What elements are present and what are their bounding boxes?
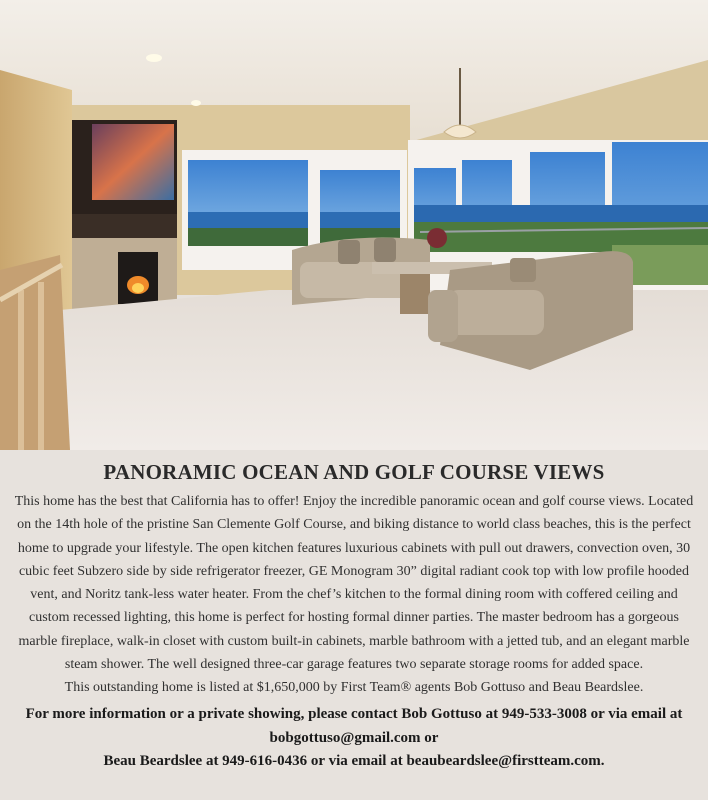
contact-line-2: Beau Beardslee at 949-616-0436 or via email at beaubeardslee@firstteam.com. xyxy=(103,753,605,770)
listing-price-line: This outstanding home is listed at $1,650,000 by First Team® agents Bob Gottuso and Beau Beardslee. xyxy=(64,680,644,696)
contact-line-1: For more information or a private showing, please contact Bob Gottuso at 949-533-3008 or via email at bobgottuso@gmail.com or xyxy=(25,706,683,746)
contact-info xyxy=(10,703,698,774)
article-text xyxy=(0,450,708,800)
headline: PANORAMIC OCEAN AND GOLF COURSE VIEWS xyxy=(103,460,605,484)
description-paragraph: This home has the best that California has to offer! Enjoy the incredible panoramic ocean and golf course views. Located on the 14th hole of the pristine San Clemente Golf Course, and biking distance to world class beaches, this is the perfect home to upgrade your lifestyle. The open kitchen features luxurious cabinets with pull out drawers, convection oven, 30 cubic feet Subzero side by side refrigerator freezer, GE Monogram 30” digital radiant cook top with low profile hooded vent, and Noritz tank-less water heater. From the chef’s kitchen to the formal dining room with coffered ceiling and custom recessed lighting, this home is perfect for hosting formal dinner parties. The master bedroom has a gorgeous marble fireplace, walk-in closet with custom built-in cabinets, marble bathroom with a jetted tub, and an elegant marble steam shower. The well designed three-car garage features two separate storage rooms for added space. xyxy=(14,494,694,673)
